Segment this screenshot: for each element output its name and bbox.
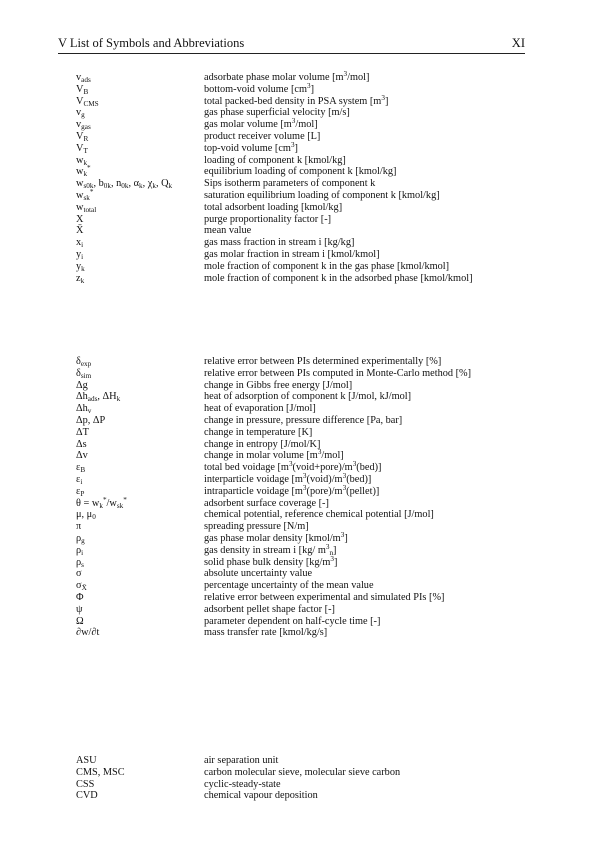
symbol-row: [76, 542, 546, 557]
symbol-description: top-void volume $[cm^3]$: [204, 140, 298, 154]
symbol: Δv: [76, 450, 88, 462]
symbol: $v_g$: [76, 107, 85, 120]
symbol: $\delta_{sim}$: [76, 367, 92, 380]
symbol-description: product receiver volume [L]: [204, 130, 321, 142]
symbol: $v_{gas}$: [76, 119, 91, 132]
symbol: σ: [76, 568, 82, 580]
symbol-row: [76, 155, 546, 167]
symbol-row: [76, 119, 546, 131]
symbol: $\varepsilon_i$: [76, 473, 83, 486]
symbol: CVD: [76, 790, 98, 802]
symbol-row: [76, 790, 546, 802]
symbol-description: change in temperature [K]: [204, 426, 313, 438]
symbol-row: [76, 249, 546, 261]
symbol-description: total bed voidage $[m^3(void+pore)/m^3(bed)]$: [204, 460, 382, 474]
symbol-description: mean value: [204, 225, 252, 237]
symbol-row: [76, 462, 546, 474]
symbol: ASU: [76, 755, 97, 766]
symbol-row: [76, 380, 546, 392]
symbol-description: mole fraction of component k in the adsorbed phase [kmol/kmol]: [204, 272, 473, 284]
symbol-description: intraparticle voidage $[m^3(pore)/m^3(pellet)]$: [204, 483, 380, 497]
symbol-row: [76, 72, 546, 84]
symbol-description: gas molar volume $[m^3/mol]$: [204, 117, 318, 131]
symbol: ψ: [76, 603, 83, 615]
symbol-description: total packed-bed density in PSA system $[m^3]$: [204, 93, 389, 107]
symbol: Ω: [76, 615, 84, 627]
symbol: CMS, MSC: [76, 766, 125, 778]
symbol-row: [76, 450, 546, 462]
symbol-description: gas phase molar density $[kmol/m^3]$: [204, 530, 348, 544]
symbol-description: mass transfer rate [kmol/kg/s]: [204, 627, 328, 639]
symbol: $\sigma_{X̄}$: [76, 580, 87, 593]
symbol: $\theta = w_k^*/w_{sk}^*$: [76, 495, 127, 510]
symbol: ∂w/∂t: [76, 627, 100, 639]
symbol-row: [76, 530, 546, 545]
symbol: Φ: [76, 591, 84, 603]
symbol-description: adsorbent pellet shape factor [-]: [204, 603, 335, 615]
symbol-description: relative error between PIs determined experimentally [%]: [204, 356, 442, 367]
symbol-row: [76, 391, 546, 403]
symbol-row: [76, 356, 546, 368]
symbol: $x_i$: [76, 237, 84, 250]
symbol-row: [76, 166, 546, 178]
symbol: $V_R$: [76, 130, 89, 143]
symbol-row: [76, 521, 546, 533]
symbol-description: carbon molecular sieve, molecular sieve carbon: [204, 766, 401, 778]
symbol-description: cyclic-steady-state: [204, 778, 281, 790]
symbol: Δp, ΔP: [76, 414, 106, 426]
symbol-description: change in entropy [J/mol/K]: [204, 438, 321, 450]
symbol-row: [76, 779, 546, 791]
symbol-description: saturation equilibrium loading of component k [kmol/kg]: [204, 189, 440, 201]
symbol: $w_k$: [76, 154, 88, 167]
symbol: $\Delta h_{ads}$, $\Delta H_k$: [76, 391, 121, 404]
symbol-description: gas mass fraction in stream i [kg/kg]: [204, 237, 355, 249]
symbol-description: gas phase superficial velocity [m/s]: [204, 107, 350, 119]
abbreviations-list: [76, 755, 546, 802]
symbol-description: absolute uncertainty value: [204, 568, 313, 580]
symbol-description: adsorbent surface coverage [-]: [204, 497, 329, 509]
symbol-description: adsorbate phase molar volume $[m^3/mol]$: [204, 70, 370, 83]
symbol: $w_{s0k}$, $b_{0k}$, $n_{0k}$, $\alpha_k$, $\chi_k$, $Q_k$: [76, 178, 173, 191]
symbol-row: [76, 568, 546, 580]
symbol-row: [76, 237, 546, 249]
symbol: $w_{total}$: [76, 201, 97, 214]
symbol-row: [76, 131, 546, 143]
symbol: $\varepsilon_P$: [76, 485, 85, 498]
symbol-description: relative error between PIs computed in Monte-Carlo method [%]: [204, 367, 472, 379]
symbol-row: [76, 439, 546, 451]
symbol-description: Sips isotherm parameters of component k: [204, 178, 376, 190]
symbol-row: [76, 368, 546, 380]
symbol-row: [76, 616, 546, 628]
symbol-description: heat of adsorption of component k [J/mol, kJ/mol]: [204, 391, 412, 403]
symbol: $y_k$: [76, 260, 85, 273]
symbol: $w_{sk}^*$: [76, 187, 94, 202]
symbol-description: bottom-void volume $[cm^3]$: [204, 81, 315, 95]
symbol: $z_k$: [76, 272, 85, 285]
symbol: $V_T$: [76, 142, 88, 155]
latin-symbols-list: [76, 72, 546, 284]
symbol-row: [76, 403, 546, 415]
symbol-row: [76, 93, 546, 108]
symbol-row: [76, 415, 546, 427]
symbol-description: chemical vapour deposition: [204, 790, 318, 802]
page-header: [58, 36, 525, 51]
symbol-description: purge proportionality factor [-]: [204, 213, 332, 225]
symbol-row: [76, 755, 546, 767]
symbol: CSS: [76, 778, 95, 790]
symbol-row: [76, 225, 546, 237]
symbol-description: spreading pressure [N/m]: [204, 521, 309, 533]
symbol: X: [76, 213, 84, 225]
symbol-row: [76, 187, 546, 202]
symbol: $w_k^*$: [76, 164, 91, 179]
symbol: $y_i$: [76, 248, 84, 261]
symbol: $\varepsilon_B$: [76, 462, 86, 475]
greek-symbols-list: [76, 356, 546, 639]
symbol: $v_{ads}$: [76, 72, 91, 84]
page-number: XI: [511, 36, 525, 50]
symbol: $\delta_{exp}$: [76, 356, 92, 368]
symbol: $V_B$: [76, 83, 89, 96]
symbol-description: air separation unit: [204, 755, 279, 766]
symbol-row: [76, 273, 546, 285]
symbol-row: [76, 202, 546, 214]
symbol-description: chemical potential, reference chemical potential [J/mol]: [204, 509, 434, 521]
symbol-description: solid phase bulk density $[kg/m^3]$: [204, 554, 338, 568]
symbol: $\rho_i$: [76, 544, 84, 557]
symbol-description: change in molar volume $[m^3/mol]$: [204, 448, 344, 462]
symbol-description: percentage uncertainty of the mean value: [204, 580, 374, 592]
symbol-row: [76, 214, 546, 226]
symbol-description: relative error between experimental and simulated PIs [%]: [204, 591, 445, 603]
symbol-description: loading of component k [kmol/kg]: [204, 154, 346, 166]
symbol-row: [76, 261, 546, 273]
symbol-description: interparticle voidage $[m^3(void)/m^3(bed)]$: [204, 471, 372, 485]
symbol-description: gas density in stream i [kg/ $m^3_n$]: [204, 542, 337, 557]
running-title: V List of Symbols and Abbreviations: [58, 36, 245, 50]
symbol-row: [76, 81, 546, 96]
symbol: μ, $\mu_0$: [76, 509, 96, 522]
symbol: X̄: [76, 225, 84, 237]
symbol-description: gas molar fraction in stream i [kmol/kmol]: [204, 248, 380, 260]
symbol-row: [76, 471, 546, 486]
symbol-row: [76, 509, 546, 521]
symbol: $V_{CMS}$: [76, 95, 99, 108]
symbol-row: [76, 554, 546, 569]
symbol-description: change in Gibbs free energy [J/mol]: [204, 379, 353, 391]
symbol: Δs: [76, 438, 87, 450]
symbol-row: [76, 604, 546, 616]
symbol-row: [76, 627, 546, 639]
header-rule: [58, 53, 525, 54]
symbol: ΔT: [76, 426, 89, 438]
symbol: $\rho_s$: [76, 556, 84, 569]
symbol-description: equilibrium loading of component k [kmol/kg]: [204, 166, 397, 178]
symbol-row: [76, 580, 546, 592]
symbol-row: [76, 495, 546, 510]
symbol-row: [76, 767, 546, 779]
symbol-row: [76, 483, 546, 498]
symbol: $\Delta h_v$: [76, 403, 92, 416]
symbol-row: [76, 592, 546, 604]
symbol-description: total adsorbent loading [kmol/kg]: [204, 201, 343, 213]
symbol: $\rho_g$: [76, 532, 85, 545]
symbol-row: [76, 427, 546, 439]
symbol-row: [76, 107, 546, 119]
symbol-description: mole fraction of component k in the gas phase [kmol/kmol]: [204, 260, 450, 272]
symbol-row: [76, 140, 546, 155]
symbol-description: parameter dependent on half-cycle time [-]: [204, 615, 381, 627]
symbol-description: change in pressure, pressure difference [Pa, bar]: [204, 414, 403, 426]
symbol-row: [76, 178, 546, 190]
symbol-description: heat of evaporation [J/mol]: [204, 403, 316, 415]
symbol: Δg: [76, 379, 88, 391]
symbol: π: [76, 521, 82, 533]
